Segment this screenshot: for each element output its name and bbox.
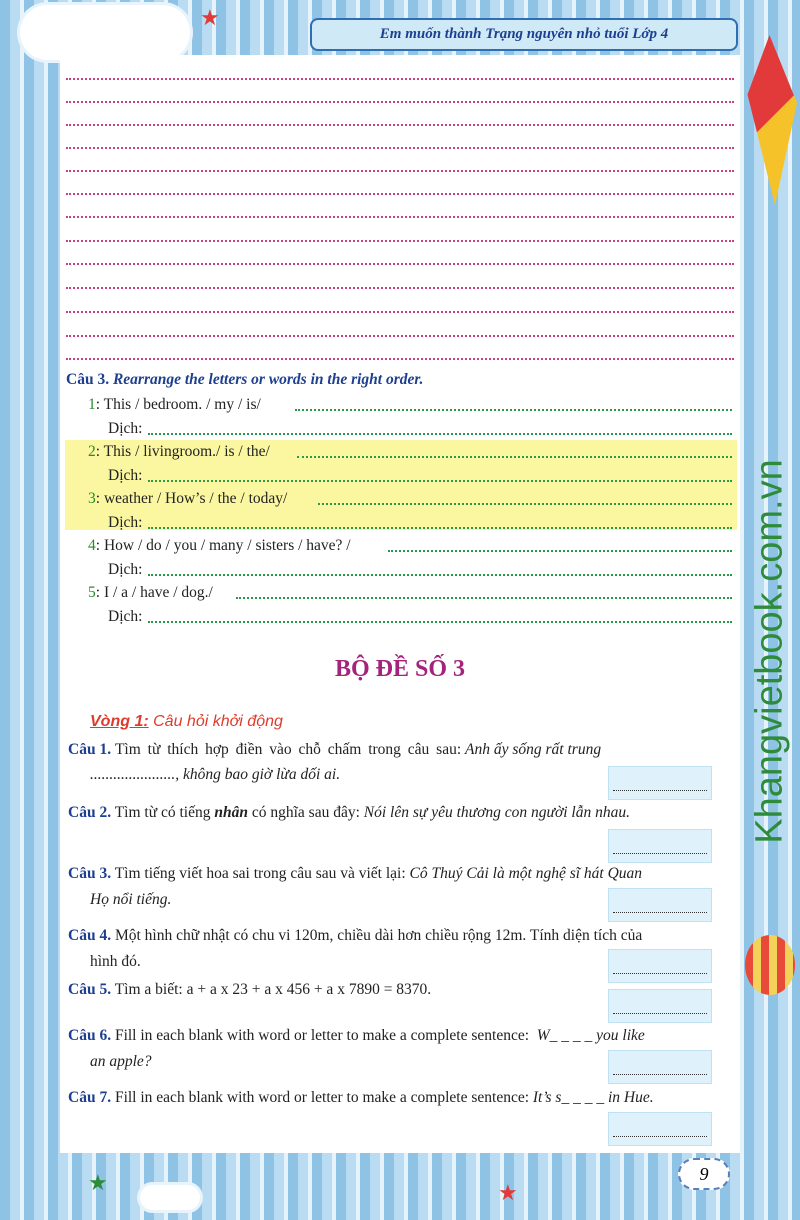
star-decoration: ★ [88,1170,108,1195]
item-number: 3 [88,490,96,507]
answer-box-3[interactable] [608,888,712,922]
answer-field[interactable] [236,597,732,599]
answer-box-6[interactable] [608,1050,712,1084]
translate-label: Dịch: [108,561,143,578]
translate-field[interactable] [148,433,732,435]
balloon-decoration [745,935,795,995]
item-number: 5 [88,584,96,601]
round-heading [90,713,283,731]
question-quote: W_ _ _ _ you like [536,1027,645,1044]
header-banner [310,18,738,51]
round-label: Vòng 1: [90,713,149,730]
translate-field[interactable] [148,527,732,529]
item-number: 2 [88,443,96,460]
question-label: Câu 3. [68,865,112,882]
question-label: Câu 3. [66,371,110,388]
star-decoration: ★ [200,5,220,30]
answer-field[interactable] [295,409,732,411]
item-number: 1 [88,396,96,413]
item-text: This / bedroom. / my / is/ [103,396,261,413]
watermark: Khangvietbook.com.vn [748,459,791,844]
question-quote: Cô Thuý Cải là một nghệ sĩ hát Quan [409,865,643,882]
question-text: Một hình chữ nhật có chu vi 120m, chiều dài hơn chiều rộng 12m. Tính diện tích của [114,927,643,944]
translate-field[interactable] [148,621,732,623]
item-text: I / a / have / dog./ [103,584,213,601]
cau3-heading [66,371,423,389]
question-quote: Nói lên sự yêu thương con người lẫn nhau. [363,804,630,821]
translate-label: Dịch: [108,514,143,531]
answer-box-2[interactable] [608,829,712,863]
question-text: Tìm tiếng viết hoa sai trong câu sau và viết lại: [114,865,406,882]
translate-label: Dịch: [108,467,143,484]
question-label: Câu 2. [68,804,112,821]
question-text-line2: Họ nổi tiếng. [90,891,172,908]
answer-box-4[interactable] [608,949,712,983]
answer-field[interactable] [297,456,732,458]
question-text: Tìm a biết: a + a x 23 + a x 456 + a x 7890 = 8370. [114,981,432,998]
translate-field[interactable] [148,480,732,482]
answer-field[interactable] [388,550,732,552]
translate-label: Dịch: [108,420,143,437]
question-text-line2: hình đó. [90,953,141,970]
kite-decoration [742,35,797,205]
answer-box-5[interactable] [608,989,712,1023]
question-label: Câu 7. [68,1089,112,1106]
question-label: Câu 5. [68,981,112,998]
question-quote: It’s s_ _ _ _ in Hue. [532,1089,654,1106]
answer-box-7[interactable] [608,1112,712,1146]
question-text-line2: an apple? [90,1053,152,1070]
star-decoration: ★ [498,1180,518,1205]
question-label: Câu 6. [68,1027,112,1044]
section-title: BỘ ĐỀ SỐ 3 [334,656,466,682]
question-text-line2: ......................, không bao giờ lừa dối ai. [90,766,341,783]
cloud-decoration [140,1185,200,1210]
question-instruction: Rearrange the letters or words in the right order. [112,371,424,388]
answer-field[interactable] [318,503,732,505]
question-label: Câu 4. [68,927,112,944]
question-text: Fill in each blank with word or letter to make a complete sentence: [114,1089,530,1106]
question-text: Tìm từ thích hợp điền vào chỗ chấm trong câu sau: [114,741,462,758]
question-label: Câu 1. [68,741,112,758]
question-text-2: có nghĩa sau đây: [251,804,360,821]
question-text: Fill in each blank with word or letter to make a complete sentence: [114,1027,530,1044]
cloud-decoration [20,5,190,60]
item-text: weather / How’s / the / today/ [103,490,288,507]
item-text: How / do / you / many / sisters / have? / [103,537,351,554]
header-title: Em muốn thành Trạng nguyên nhỏ tuổi Lớp 4 [379,26,669,42]
question-text: Tìm từ có tiếng [114,804,211,821]
question-quote: Anh ấy sống rất trung [465,741,602,758]
translate-label: Dịch: [108,608,143,625]
question-keyword: nhân [214,804,248,821]
item-number: 4 [88,537,96,554]
item-text: This / livingroom./ is / the/ [103,443,270,460]
translate-field[interactable] [148,574,732,576]
round-title: Câu hỏi khởi động [153,713,283,730]
page-number: 9 [678,1158,730,1190]
answer-box-1[interactable] [608,766,712,800]
